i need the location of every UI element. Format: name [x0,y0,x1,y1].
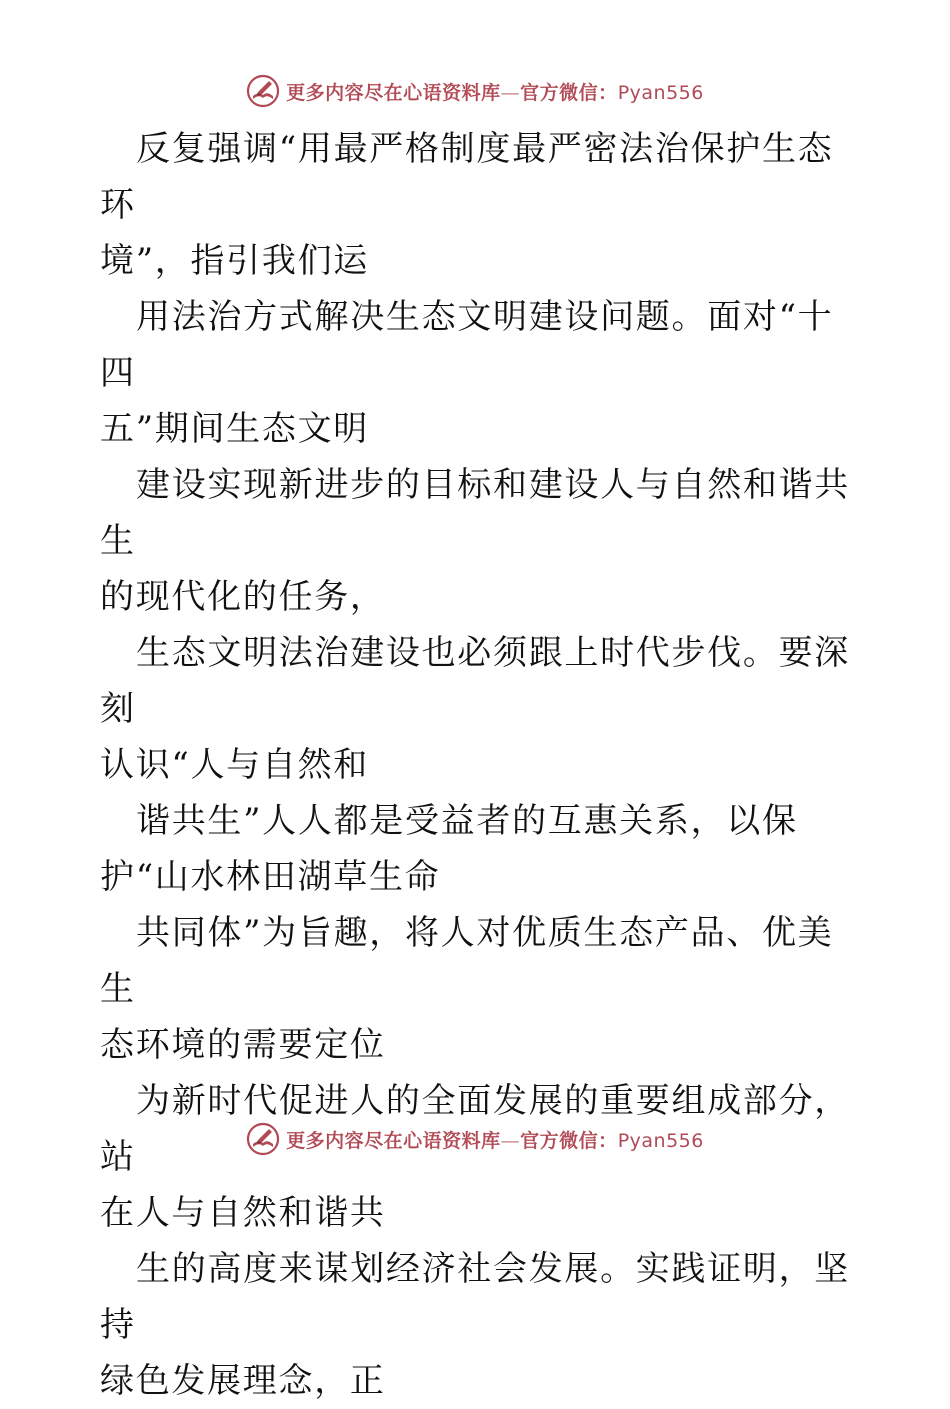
footer-site-text [286,1126,704,1153]
paragraph [100,1241,852,1409]
paragraph-line: 五”期间生态文明 [100,409,369,449]
paragraph-line: 用法治方式解决生态文明建设问题。面对“十四 [100,297,834,393]
paragraph-line: 反复强调“用最严格制度最严密法治保护生态环 [100,129,834,225]
paragraph [100,121,852,289]
footer-wechat-label: 官方微信： [520,1129,618,1152]
footer-dash: — [500,1129,521,1152]
paragraph [100,457,852,625]
header-dash: — [500,81,521,104]
paragraph-line: 生态文明法治建设也必须跟上时代步伐。要深刻 [100,633,850,729]
footer-banner [0,1119,950,1159]
paragraph-line: 谐共生”人人都是受益者的互惠关系，以保 [136,801,798,841]
footer-wechat-id: Pyan556 [617,1129,704,1152]
document-body [100,121,852,1409]
header-wechat-label: 官方微信： [520,81,618,104]
header-site-text [286,78,704,105]
paragraph-line: 认识“人与自然和 [100,745,369,785]
paragraph-line: 共同体”为旨趣，将人对优质生态产品、优美生 [100,913,834,1009]
header-site-name: 更多内容尽在心语资料库 [286,81,501,104]
paragraph [100,793,852,905]
paragraph [100,905,852,1073]
header-banner [0,71,950,111]
book-pen-logo-icon [246,1122,280,1156]
paragraph-line: 态环境的需要定位 [100,1025,386,1065]
paragraph [100,289,852,457]
book-pen-logo-icon [246,74,280,108]
paragraph-line: 护“山水林田湖草生命 [100,857,441,897]
paragraph-line: 境”，指引我们运 [100,241,369,281]
paragraph-line: 的现代化的任务， [100,577,386,617]
footer-site-name: 更多内容尽在心语资料库 [286,1129,501,1152]
paragraph-line: 生的高度来谋划经济社会发展。实践证明，坚持 [100,1249,850,1345]
header-wechat-id: Pyan556 [617,81,704,104]
paragraph [100,625,852,793]
paragraph-line: 绿色发展理念，正 [100,1361,386,1401]
paragraph-line: 为新时代促进人的全面发展的重要组成部分，站 [100,1081,850,1177]
paragraph-line: 在人与自然和谐共 [100,1193,386,1233]
paragraph-line: 建设实现新进步的目标和建设人与自然和谐共生 [100,465,850,561]
